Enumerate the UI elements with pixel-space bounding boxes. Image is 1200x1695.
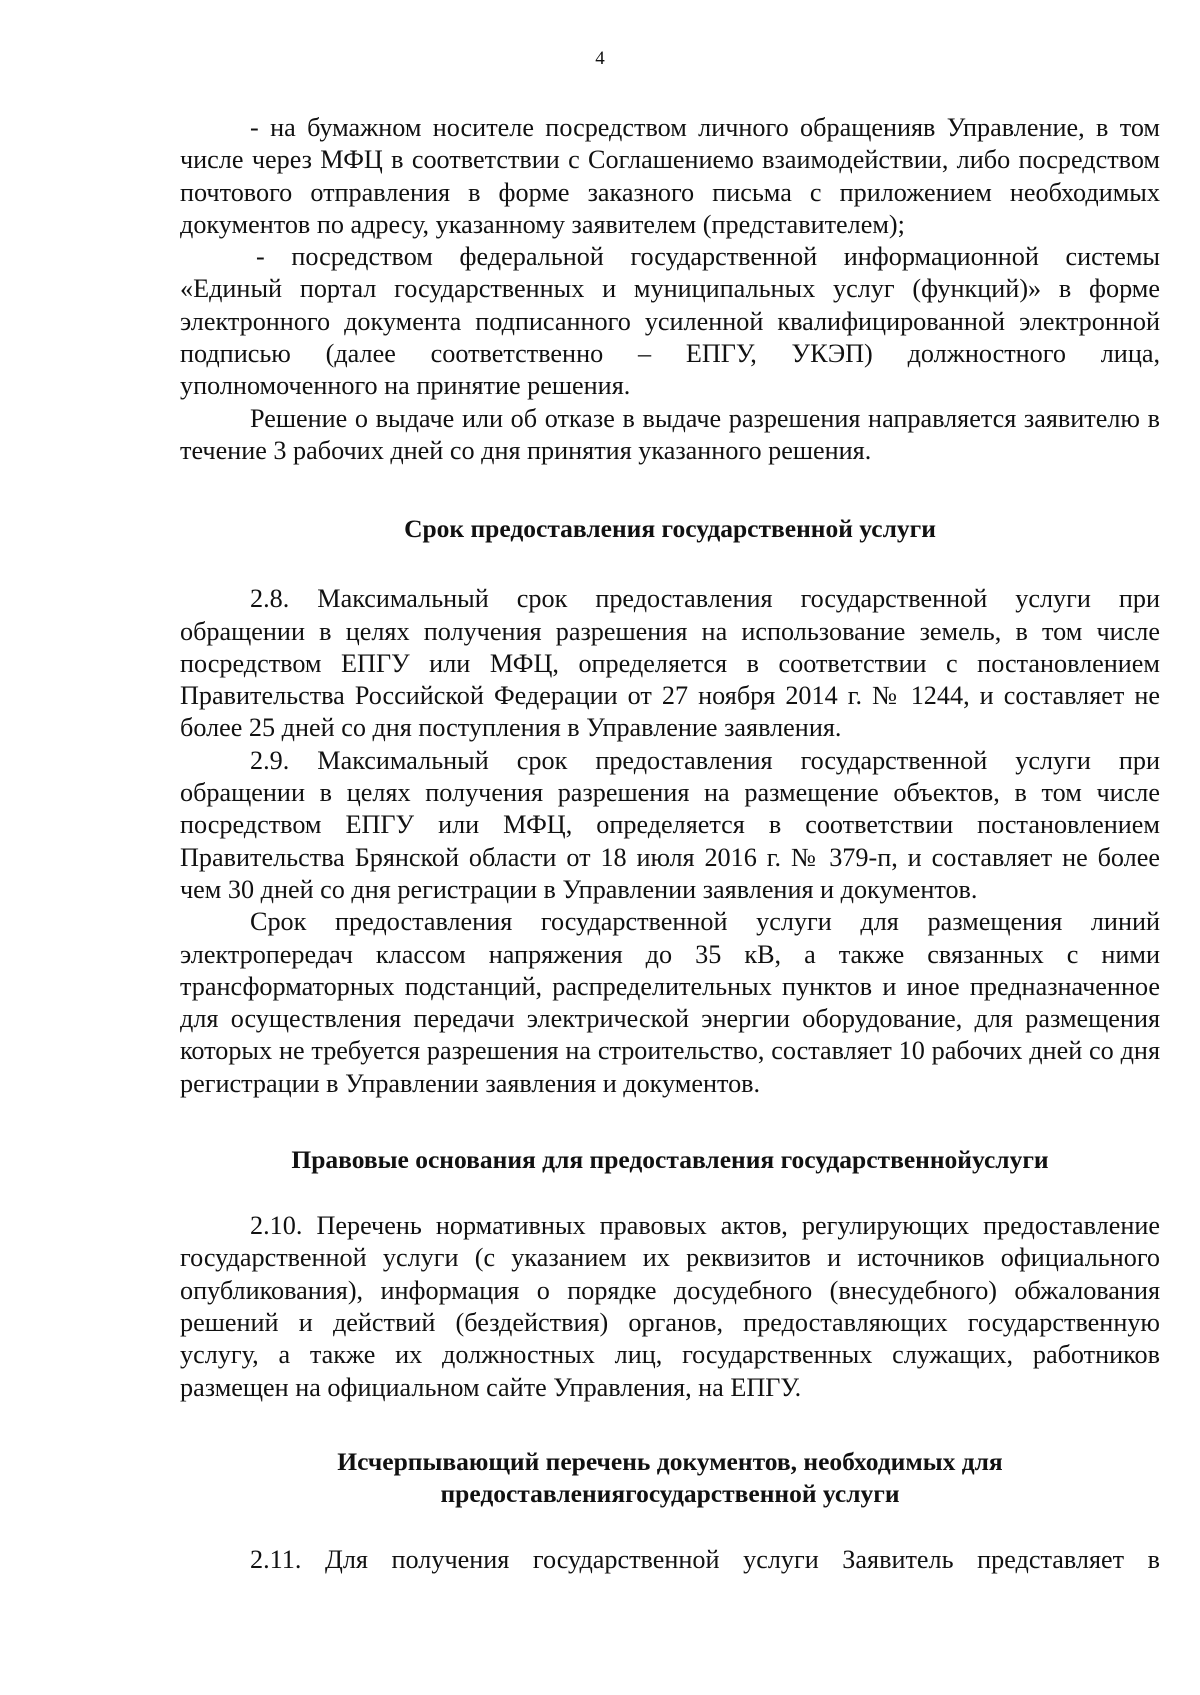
paragraph-2-11: 2.11. Для получения государственной услуги Заявитель представляет в (250, 1544, 1160, 1574)
paragraph-2-10: 2.10. Перечень нормативных правовых актов, регулирующих предоставление государственной услуги (с указанием их реквизитов и источников официального опубликования), информация о порядке досудебного (внесудебного) обжалования решений и действий (бездействия) органов, предоставляющих государственную услугу, а также их должностных лиц, государственных служащих, работников размещен на официальном сайте Управления, на ЕПГУ. (180, 1211, 1160, 1402)
paragraph-2-9: 2.9. Максимальный срок предоставления государственной услуги при обращении в целях получения разрешения на размещение объектов, в том числе посредством ЕПГУ или МФЦ, определяется в соответствии постановлением Правительства Брянской области от 18 июля 2016 г. № 379-п, и составляет не более чем 30 дней со дня регистрации в Управлении заявления и документов. (180, 745, 1160, 904)
paragraph-power-lines-term: Срок предоставления государственной услуги для размещения линий электропередач классом напряжения до 35 кВ, а также связанных с ними трансформаторных подстанций, распределительных пунктов и иное предназначенное для осуществления передачи электрической энергии оборудование, для размещения которых не требуется разрешения на строительство, составляет 10 рабочих дней со дня регистрации в Управлении заявления и документов. (180, 907, 1160, 1098)
paragraph-2-8: 2.8. Максимальный срок предоставления государственной услуги при обращении в целях получения разрешения на использование земель, в том числе посредством ЕПГУ или МФЦ, определяется в соответствии с постановлением Правительства Российской Федерации от 27 ноября 2014 г. № 1244, и составляет не более 25 дней со дня поступления в Управление заявления. (180, 584, 1160, 743)
section-heading-documents-list (180, 1446, 1160, 1510)
paragraph-decision-delivery: Решение о выдаче или об отказе в выдаче разрешения направляется заявителю в течение 3 рабочих дней со дня принятия указанного решения. (180, 403, 1160, 465)
document-body (180, 112, 1160, 1576)
section-heading-documents-list-line1: Исчерпывающий перечень документов, необходимых для (337, 1446, 1003, 1476)
section-heading-service-term: Срок предоставления государственной услуги (404, 514, 936, 544)
page-number: 4 (595, 48, 605, 69)
section-heading-legal-basis: Правовые основания для предоставления государственнойуслуги (291, 1145, 1049, 1175)
section-heading-documents-list-line2: предоставлениягосударственной услуги (440, 1478, 900, 1508)
paragraph-paper-submission: - на бумажном носителе посредством личного обращенияв Управление, в том числе через МФЦ в соответствии с Соглашениемо взаимодействии, либо посредством почтового отправления в форме заказного письма с приложением необходимых документов по адресу, указанному заявителем (представителем); (180, 113, 1160, 239)
paragraph-epgu-submission: - посредством федеральной государственной информационной системы «Единый портал государственных и муниципальных услуг (функций)» в форме электронного документа подписанного усиленной квалифицированной электронной подписью (далее соответственно – ЕПГУ, УКЭП) должностного лица, уполномоченного на принятие решения. (180, 242, 1160, 401)
